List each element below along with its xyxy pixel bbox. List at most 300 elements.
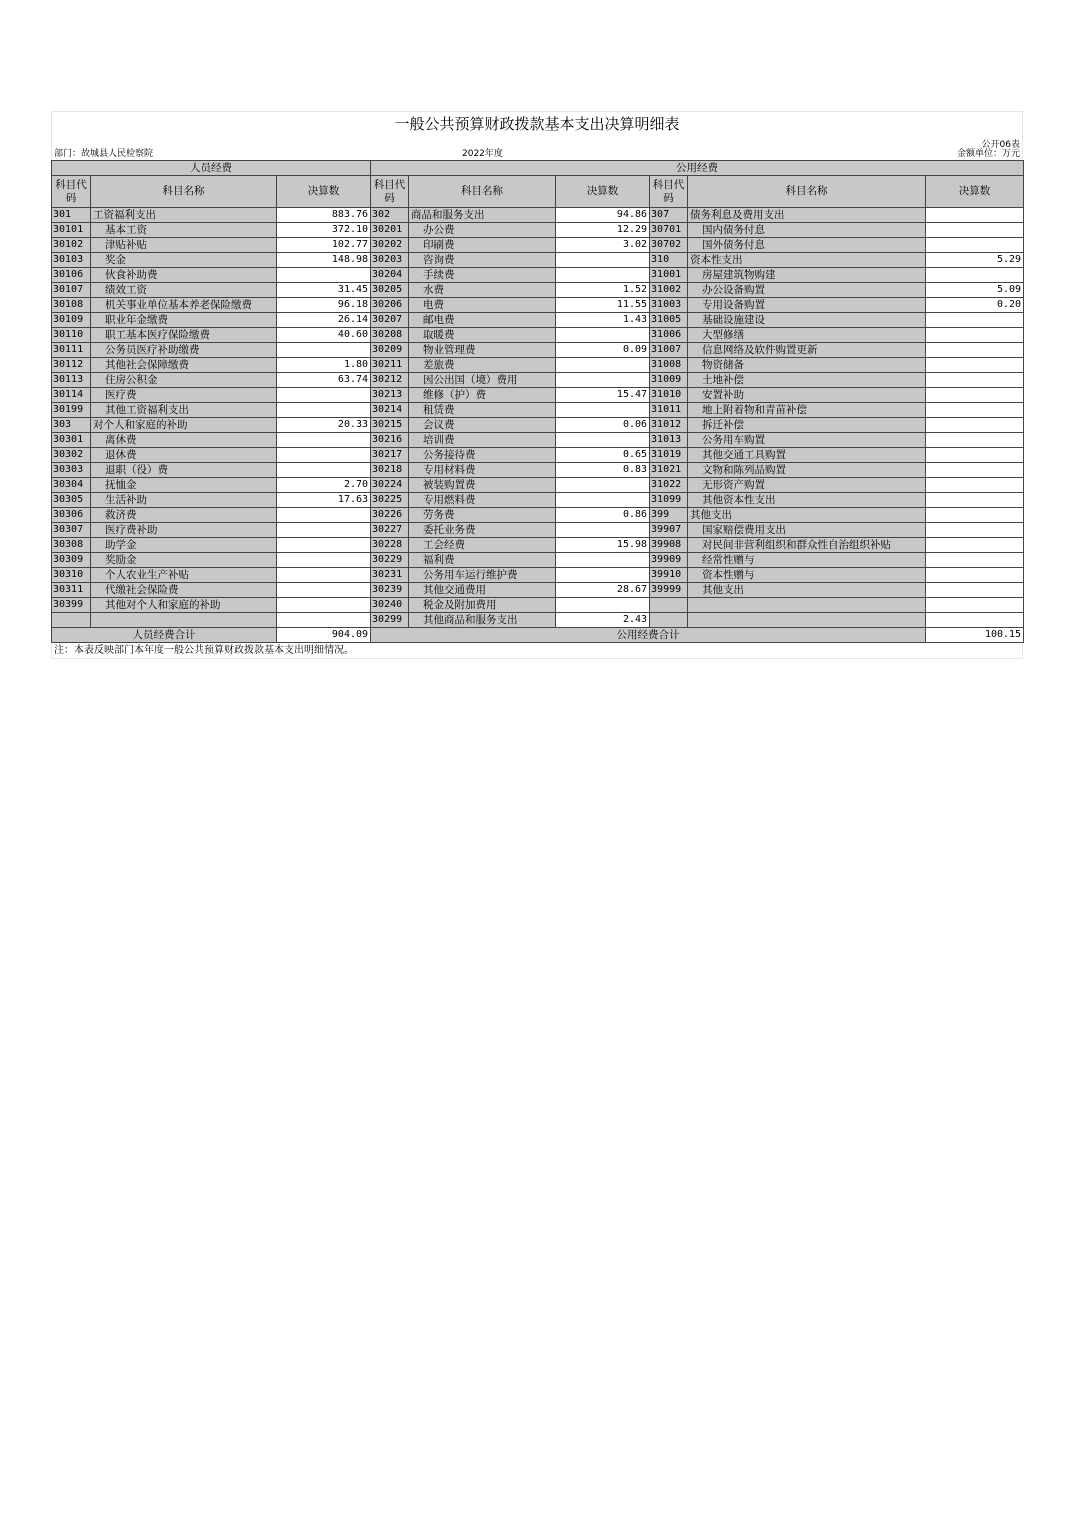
subject-code-cell: 31099 [650, 493, 688, 508]
unit-label: 金额单位：万元 [956, 149, 1020, 159]
name-header: 科目名称 [91, 176, 277, 208]
subject-name-cell: 物资储备 [688, 358, 926, 373]
subject-name-cell: 对个人和家庭的补助 [91, 418, 277, 433]
subject-code-cell: 30701 [650, 223, 688, 238]
amount-cell: 1.80 [277, 358, 371, 373]
personnel-total-value: 904.09 [277, 628, 371, 643]
subject-name-cell: 医疗费补助 [91, 523, 277, 538]
subject-name-cell: 个人农业生产补贴 [91, 568, 277, 583]
amount-cell [926, 208, 1024, 223]
subject-name-cell: 邮电费 [409, 313, 556, 328]
subject-name-cell: 手续费 [409, 268, 556, 283]
amount-cell [926, 523, 1024, 538]
subject-name-cell: 办公设备购置 [688, 283, 926, 298]
subject-name-cell: 维修（护）费 [409, 388, 556, 403]
amount-cell: 0.06 [556, 418, 650, 433]
subject-name-cell: 公务员医疗补助缴费 [91, 343, 277, 358]
code-header: 科目代码 [371, 176, 409, 208]
subject-name-cell: 地上附着物和青苗补偿 [688, 403, 926, 418]
subject-code-cell: 302 [371, 208, 409, 223]
name-header: 科目名称 [409, 176, 556, 208]
table-row [52, 238, 1024, 253]
amount-cell: 372.10 [277, 223, 371, 238]
amount-cell [556, 268, 650, 283]
amount-cell: 102.77 [277, 238, 371, 253]
subject-code-cell: 30214 [371, 403, 409, 418]
subject-name-cell [688, 598, 926, 613]
subject-name-cell: 租赁费 [409, 403, 556, 418]
subject-code-cell: 31007 [650, 343, 688, 358]
subject-code-cell: 30227 [371, 523, 409, 538]
amount-cell [556, 523, 650, 538]
amount-cell [926, 508, 1024, 523]
amount-cell [277, 613, 371, 628]
amount-cell: 31.45 [277, 283, 371, 298]
subject-code-cell: 39907 [650, 523, 688, 538]
subject-code-cell: 30224 [371, 478, 409, 493]
table-row [52, 613, 1024, 628]
table-row [52, 373, 1024, 388]
subject-name-cell: 经常性赠与 [688, 553, 926, 568]
subject-code-cell: 30101 [52, 223, 91, 238]
subject-code-cell: 30702 [650, 238, 688, 253]
subject-code-cell: 30106 [52, 268, 91, 283]
subject-name-cell: 机关事业单位基本养老保险缴费 [91, 298, 277, 313]
subject-code-cell: 30217 [371, 448, 409, 463]
amount-cell [926, 373, 1024, 388]
table-body [52, 208, 1024, 628]
subject-name-cell: 商品和服务支出 [409, 208, 556, 223]
amount-cell [926, 478, 1024, 493]
table-row [52, 388, 1024, 403]
subject-code-cell: 30218 [371, 463, 409, 478]
subject-code-cell: 30231 [371, 568, 409, 583]
subject-name-cell: 无形资产购置 [688, 478, 926, 493]
name-header: 科目名称 [688, 176, 926, 208]
subject-code-cell: 30111 [52, 343, 91, 358]
amount-cell: 17.63 [277, 493, 371, 508]
subject-name-cell: 公务用车运行维护费 [409, 568, 556, 583]
subject-code-cell: 30110 [52, 328, 91, 343]
table-title: 一般公共预算财政拨款基本支出决算明细表 [51, 111, 1023, 136]
subject-name-cell: 伙食补助费 [91, 268, 277, 283]
amount-cell: 0.65 [556, 448, 650, 463]
amount-cell [277, 448, 371, 463]
subject-code-cell: 399 [650, 508, 688, 523]
table-row [52, 223, 1024, 238]
subject-code-cell: 31022 [650, 478, 688, 493]
amount-cell [556, 433, 650, 448]
subject-code-cell: 30229 [371, 553, 409, 568]
subject-name-cell: 土地补偿 [688, 373, 926, 388]
amount-cell [277, 583, 371, 598]
subject-name-cell: 拆迁补偿 [688, 418, 926, 433]
amount-cell [926, 553, 1024, 568]
amount-cell [926, 388, 1024, 403]
amount-cell: 3.02 [556, 238, 650, 253]
subject-name-cell: 福利费 [409, 553, 556, 568]
subject-code-cell: 30102 [52, 238, 91, 253]
amount-header: 决算数 [556, 176, 650, 208]
subject-code-cell: 30203 [371, 253, 409, 268]
subject-code-cell: 30226 [371, 508, 409, 523]
amount-cell [926, 313, 1024, 328]
subject-code-cell: 30206 [371, 298, 409, 313]
table-row [52, 298, 1024, 313]
amount-cell: 1.52 [556, 283, 650, 298]
subject-name-cell: 基础设施建设 [688, 313, 926, 328]
subject-code-cell [52, 613, 91, 628]
subject-name-cell: 其他商品和服务支出 [409, 613, 556, 628]
subject-name-cell: 水费 [409, 283, 556, 298]
table-row [52, 313, 1024, 328]
subject-code-cell: 30209 [371, 343, 409, 358]
subject-name-cell: 退职（役）费 [91, 463, 277, 478]
table-row [52, 403, 1024, 418]
subject-name-cell: 其他社会保障缴费 [91, 358, 277, 373]
subject-name-cell: 专用材料费 [409, 463, 556, 478]
subject-name-cell: 电费 [409, 298, 556, 313]
table-note: 注：本表反映部门本年度一般公共预算财政拨款基本支出明细情况。 [51, 643, 1023, 659]
subject-name-cell: 其他支出 [688, 508, 926, 523]
subject-name-cell: 医疗费 [91, 388, 277, 403]
amount-cell [926, 613, 1024, 628]
amount-cell: 148.98 [277, 253, 371, 268]
amount-cell: 63.74 [277, 373, 371, 388]
subject-name-cell: 被装购置费 [409, 478, 556, 493]
subject-name-cell: 会议费 [409, 418, 556, 433]
subject-code-cell: 30204 [371, 268, 409, 283]
amount-cell: 883.76 [277, 208, 371, 223]
amount-cell [926, 328, 1024, 343]
subject-name-cell: 其他交通费用 [409, 583, 556, 598]
subject-code-cell: 30304 [52, 478, 91, 493]
amount-cell [926, 493, 1024, 508]
subject-code-cell: 30202 [371, 238, 409, 253]
table-row [52, 583, 1024, 598]
subject-name-cell: 住房公积金 [91, 373, 277, 388]
amount-header: 决算数 [926, 176, 1024, 208]
subject-code-cell: 30112 [52, 358, 91, 373]
amount-cell [926, 433, 1024, 448]
public-group-header: 公用经费 [371, 161, 1024, 176]
amount-cell: 94.86 [556, 208, 650, 223]
year-label: 2022年度 [462, 149, 503, 159]
amount-cell [926, 448, 1024, 463]
subject-code-cell: 30199 [52, 403, 91, 418]
subject-code-cell: 31008 [650, 358, 688, 373]
subject-code-cell: 31021 [650, 463, 688, 478]
amount-cell [556, 253, 650, 268]
amount-cell [926, 223, 1024, 238]
subject-name-cell: 专用燃料费 [409, 493, 556, 508]
amount-cell [277, 403, 371, 418]
amount-cell [926, 463, 1024, 478]
table-row [52, 538, 1024, 553]
subject-code-cell: 301 [52, 208, 91, 223]
subject-name-cell: 房屋建筑物购建 [688, 268, 926, 283]
subject-name-cell: 物业管理费 [409, 343, 556, 358]
amount-cell [926, 343, 1024, 358]
amount-cell: 5.09 [926, 283, 1024, 298]
budget-sheet [51, 111, 1023, 659]
subject-code-cell: 30211 [371, 358, 409, 373]
subject-code-cell: 30213 [371, 388, 409, 403]
table-row [52, 343, 1024, 358]
subject-code-cell: 31013 [650, 433, 688, 448]
amount-cell [926, 418, 1024, 433]
subject-code-cell: 30308 [52, 538, 91, 553]
subject-name-cell: 其他资本性支出 [688, 493, 926, 508]
amount-cell: 26.14 [277, 313, 371, 328]
subject-code-cell: 31006 [650, 328, 688, 343]
group-header-row [52, 161, 1024, 176]
subject-code-cell: 39910 [650, 568, 688, 583]
subject-code-cell: 31009 [650, 373, 688, 388]
subject-name-cell: 其他对个人和家庭的补助 [91, 598, 277, 613]
subject-code-cell: 30109 [52, 313, 91, 328]
subject-name-cell: 基本工资 [91, 223, 277, 238]
subject-code-cell: 30114 [52, 388, 91, 403]
table-row [52, 418, 1024, 433]
subject-name-cell: 公务接待费 [409, 448, 556, 463]
table-row [52, 553, 1024, 568]
subject-name-cell: 奖励金 [91, 553, 277, 568]
subject-code-cell: 30399 [52, 598, 91, 613]
amount-cell [277, 568, 371, 583]
subject-code-cell: 30239 [371, 583, 409, 598]
amount-cell: 11.55 [556, 298, 650, 313]
subject-name-cell [91, 613, 277, 628]
subject-name-cell: 咨询费 [409, 253, 556, 268]
subject-name-cell: 资本性赠与 [688, 568, 926, 583]
amount-cell [556, 328, 650, 343]
subject-name-cell: 代缴社会保险费 [91, 583, 277, 598]
subject-code-cell: 30305 [52, 493, 91, 508]
table-row [52, 478, 1024, 493]
amount-cell [926, 403, 1024, 418]
subject-code-cell: 30306 [52, 508, 91, 523]
amount-cell: 0.86 [556, 508, 650, 523]
subject-code-cell: 31003 [650, 298, 688, 313]
amount-cell [277, 343, 371, 358]
amount-cell: 20.33 [277, 418, 371, 433]
amount-cell [277, 388, 371, 403]
subject-name-cell: 因公出国（境）费用 [409, 373, 556, 388]
amount-cell [556, 568, 650, 583]
amount-cell [556, 553, 650, 568]
table-row [52, 358, 1024, 373]
subject-code-cell: 39909 [650, 553, 688, 568]
subject-code-cell: 30103 [52, 253, 91, 268]
table-row [52, 568, 1024, 583]
amount-cell [926, 598, 1024, 613]
code-header: 科目代码 [650, 176, 688, 208]
table-row [52, 493, 1024, 508]
subject-code-cell: 31011 [650, 403, 688, 418]
amount-cell: 2.43 [556, 613, 650, 628]
subject-name-cell: 对民间非营利组织和群众性自治组织补贴 [688, 538, 926, 553]
subject-name-cell: 培训费 [409, 433, 556, 448]
amount-cell: 0.09 [556, 343, 650, 358]
subject-name-cell: 安置补助 [688, 388, 926, 403]
column-header-row [52, 176, 1024, 208]
subject-code-cell: 30207 [371, 313, 409, 328]
personnel-total-label: 人员经费合计 [52, 628, 277, 643]
amount-cell [277, 508, 371, 523]
subject-name-cell: 国家赔偿费用支出 [688, 523, 926, 538]
amount-cell: 15.98 [556, 538, 650, 553]
subject-name-cell: 离休费 [91, 433, 277, 448]
subject-name-cell: 津贴补贴 [91, 238, 277, 253]
amount-cell [277, 433, 371, 448]
expenditure-table [51, 160, 1024, 643]
subject-name-cell: 取暖费 [409, 328, 556, 343]
amount-cell: 1.43 [556, 313, 650, 328]
amount-cell [277, 598, 371, 613]
subject-code-cell: 30201 [371, 223, 409, 238]
subject-name-cell: 国内债务付息 [688, 223, 926, 238]
subject-name-cell: 文物和陈列品购置 [688, 463, 926, 478]
subject-name-cell: 印刷费 [409, 238, 556, 253]
subject-code-cell: 30216 [371, 433, 409, 448]
subject-code-cell: 30208 [371, 328, 409, 343]
subject-code-cell: 30212 [371, 373, 409, 388]
subject-code-cell: 30205 [371, 283, 409, 298]
personnel-group-header: 人员经费 [52, 161, 371, 176]
subject-code-cell: 31019 [650, 448, 688, 463]
amount-cell [556, 373, 650, 388]
amount-cell [277, 553, 371, 568]
subject-code-cell: 307 [650, 208, 688, 223]
subject-name-cell: 职工基本医疗保险缴费 [91, 328, 277, 343]
public-total-label: 公用经费合计 [371, 628, 926, 643]
amount-cell: 15.47 [556, 388, 650, 403]
amount-cell [277, 268, 371, 283]
amount-cell [556, 598, 650, 613]
subject-code-cell [650, 598, 688, 613]
subject-code-cell: 30108 [52, 298, 91, 313]
department-label: 部门：故城县人民检察院 [54, 149, 154, 159]
subject-code-cell: 30299 [371, 613, 409, 628]
amount-cell: 0.20 [926, 298, 1024, 313]
subject-name-cell: 信息网络及软件购置更新 [688, 343, 926, 358]
subject-name-cell: 资本性支出 [688, 253, 926, 268]
subject-name-cell: 税金及附加费用 [409, 598, 556, 613]
amount-cell [926, 268, 1024, 283]
amount-cell: 2.70 [277, 478, 371, 493]
subject-name-cell: 委托业务费 [409, 523, 556, 538]
table-row [52, 253, 1024, 268]
subject-name-cell: 债务利息及费用支出 [688, 208, 926, 223]
subject-name-cell: 职业年金缴费 [91, 313, 277, 328]
table-row [52, 208, 1024, 223]
totals-row [52, 628, 1024, 643]
subject-code-cell: 30309 [52, 553, 91, 568]
table-row [52, 508, 1024, 523]
subject-name-cell: 其他支出 [688, 583, 926, 598]
subject-name-cell: 其他工资福利支出 [91, 403, 277, 418]
subject-code-cell: 31001 [650, 268, 688, 283]
amount-cell [926, 358, 1024, 373]
amount-cell [926, 583, 1024, 598]
subject-code-cell: 39908 [650, 538, 688, 553]
code-header: 科目代码 [52, 176, 91, 208]
amount-cell [926, 238, 1024, 253]
amount-cell: 28.67 [556, 583, 650, 598]
subject-code-cell [650, 613, 688, 628]
subject-code-cell: 310 [650, 253, 688, 268]
subject-name-cell: 工资福利支出 [91, 208, 277, 223]
subject-code-cell: 30240 [371, 598, 409, 613]
subject-code-cell: 30113 [52, 373, 91, 388]
subject-name-cell: 大型修缮 [688, 328, 926, 343]
amount-cell [556, 478, 650, 493]
amount-cell: 0.83 [556, 463, 650, 478]
amount-cell [556, 493, 650, 508]
subject-code-cell: 31005 [650, 313, 688, 328]
subject-code-cell: 30301 [52, 433, 91, 448]
subject-name-cell: 差旅费 [409, 358, 556, 373]
subject-code-cell: 30311 [52, 583, 91, 598]
subject-name-cell: 退休费 [91, 448, 277, 463]
subject-name-cell: 奖金 [91, 253, 277, 268]
subject-name-cell: 办公费 [409, 223, 556, 238]
amount-header: 决算数 [277, 176, 371, 208]
subject-code-cell: 30310 [52, 568, 91, 583]
subject-name-cell: 助学金 [91, 538, 277, 553]
subject-code-cell: 39999 [650, 583, 688, 598]
amount-cell [556, 403, 650, 418]
subject-code-cell: 30228 [371, 538, 409, 553]
subject-name-cell: 公务用车购置 [688, 433, 926, 448]
table-row [52, 433, 1024, 448]
subject-name-cell: 劳务费 [409, 508, 556, 523]
table-code-label: 公开06表 [981, 140, 1020, 150]
subject-name-cell: 绩效工资 [91, 283, 277, 298]
subject-code-cell: 30302 [52, 448, 91, 463]
subject-code-cell: 30215 [371, 418, 409, 433]
subject-code-cell: 30225 [371, 493, 409, 508]
amount-cell [277, 538, 371, 553]
table-row [52, 463, 1024, 478]
table-row [52, 268, 1024, 283]
subject-code-cell: 303 [52, 418, 91, 433]
public-total-value: 100.15 [926, 628, 1024, 643]
subject-code-cell: 31010 [650, 388, 688, 403]
amount-cell: 5.29 [926, 253, 1024, 268]
amount-cell [277, 523, 371, 538]
table-row [52, 523, 1024, 538]
subject-code-cell: 30303 [52, 463, 91, 478]
amount-cell: 40.60 [277, 328, 371, 343]
amount-cell [277, 463, 371, 478]
amount-cell [926, 568, 1024, 583]
subject-name-cell: 国外债务付息 [688, 238, 926, 253]
amount-cell: 96.18 [277, 298, 371, 313]
subject-code-cell: 30107 [52, 283, 91, 298]
amount-cell: 12.29 [556, 223, 650, 238]
subject-code-cell: 31012 [650, 418, 688, 433]
table-meta [51, 136, 1023, 160]
table-row [52, 448, 1024, 463]
subject-name-cell [688, 613, 926, 628]
subject-name-cell: 工会经费 [409, 538, 556, 553]
subject-name-cell: 救济费 [91, 508, 277, 523]
subject-name-cell: 生活补助 [91, 493, 277, 508]
subject-name-cell: 抚恤金 [91, 478, 277, 493]
subject-name-cell: 专用设备购置 [688, 298, 926, 313]
